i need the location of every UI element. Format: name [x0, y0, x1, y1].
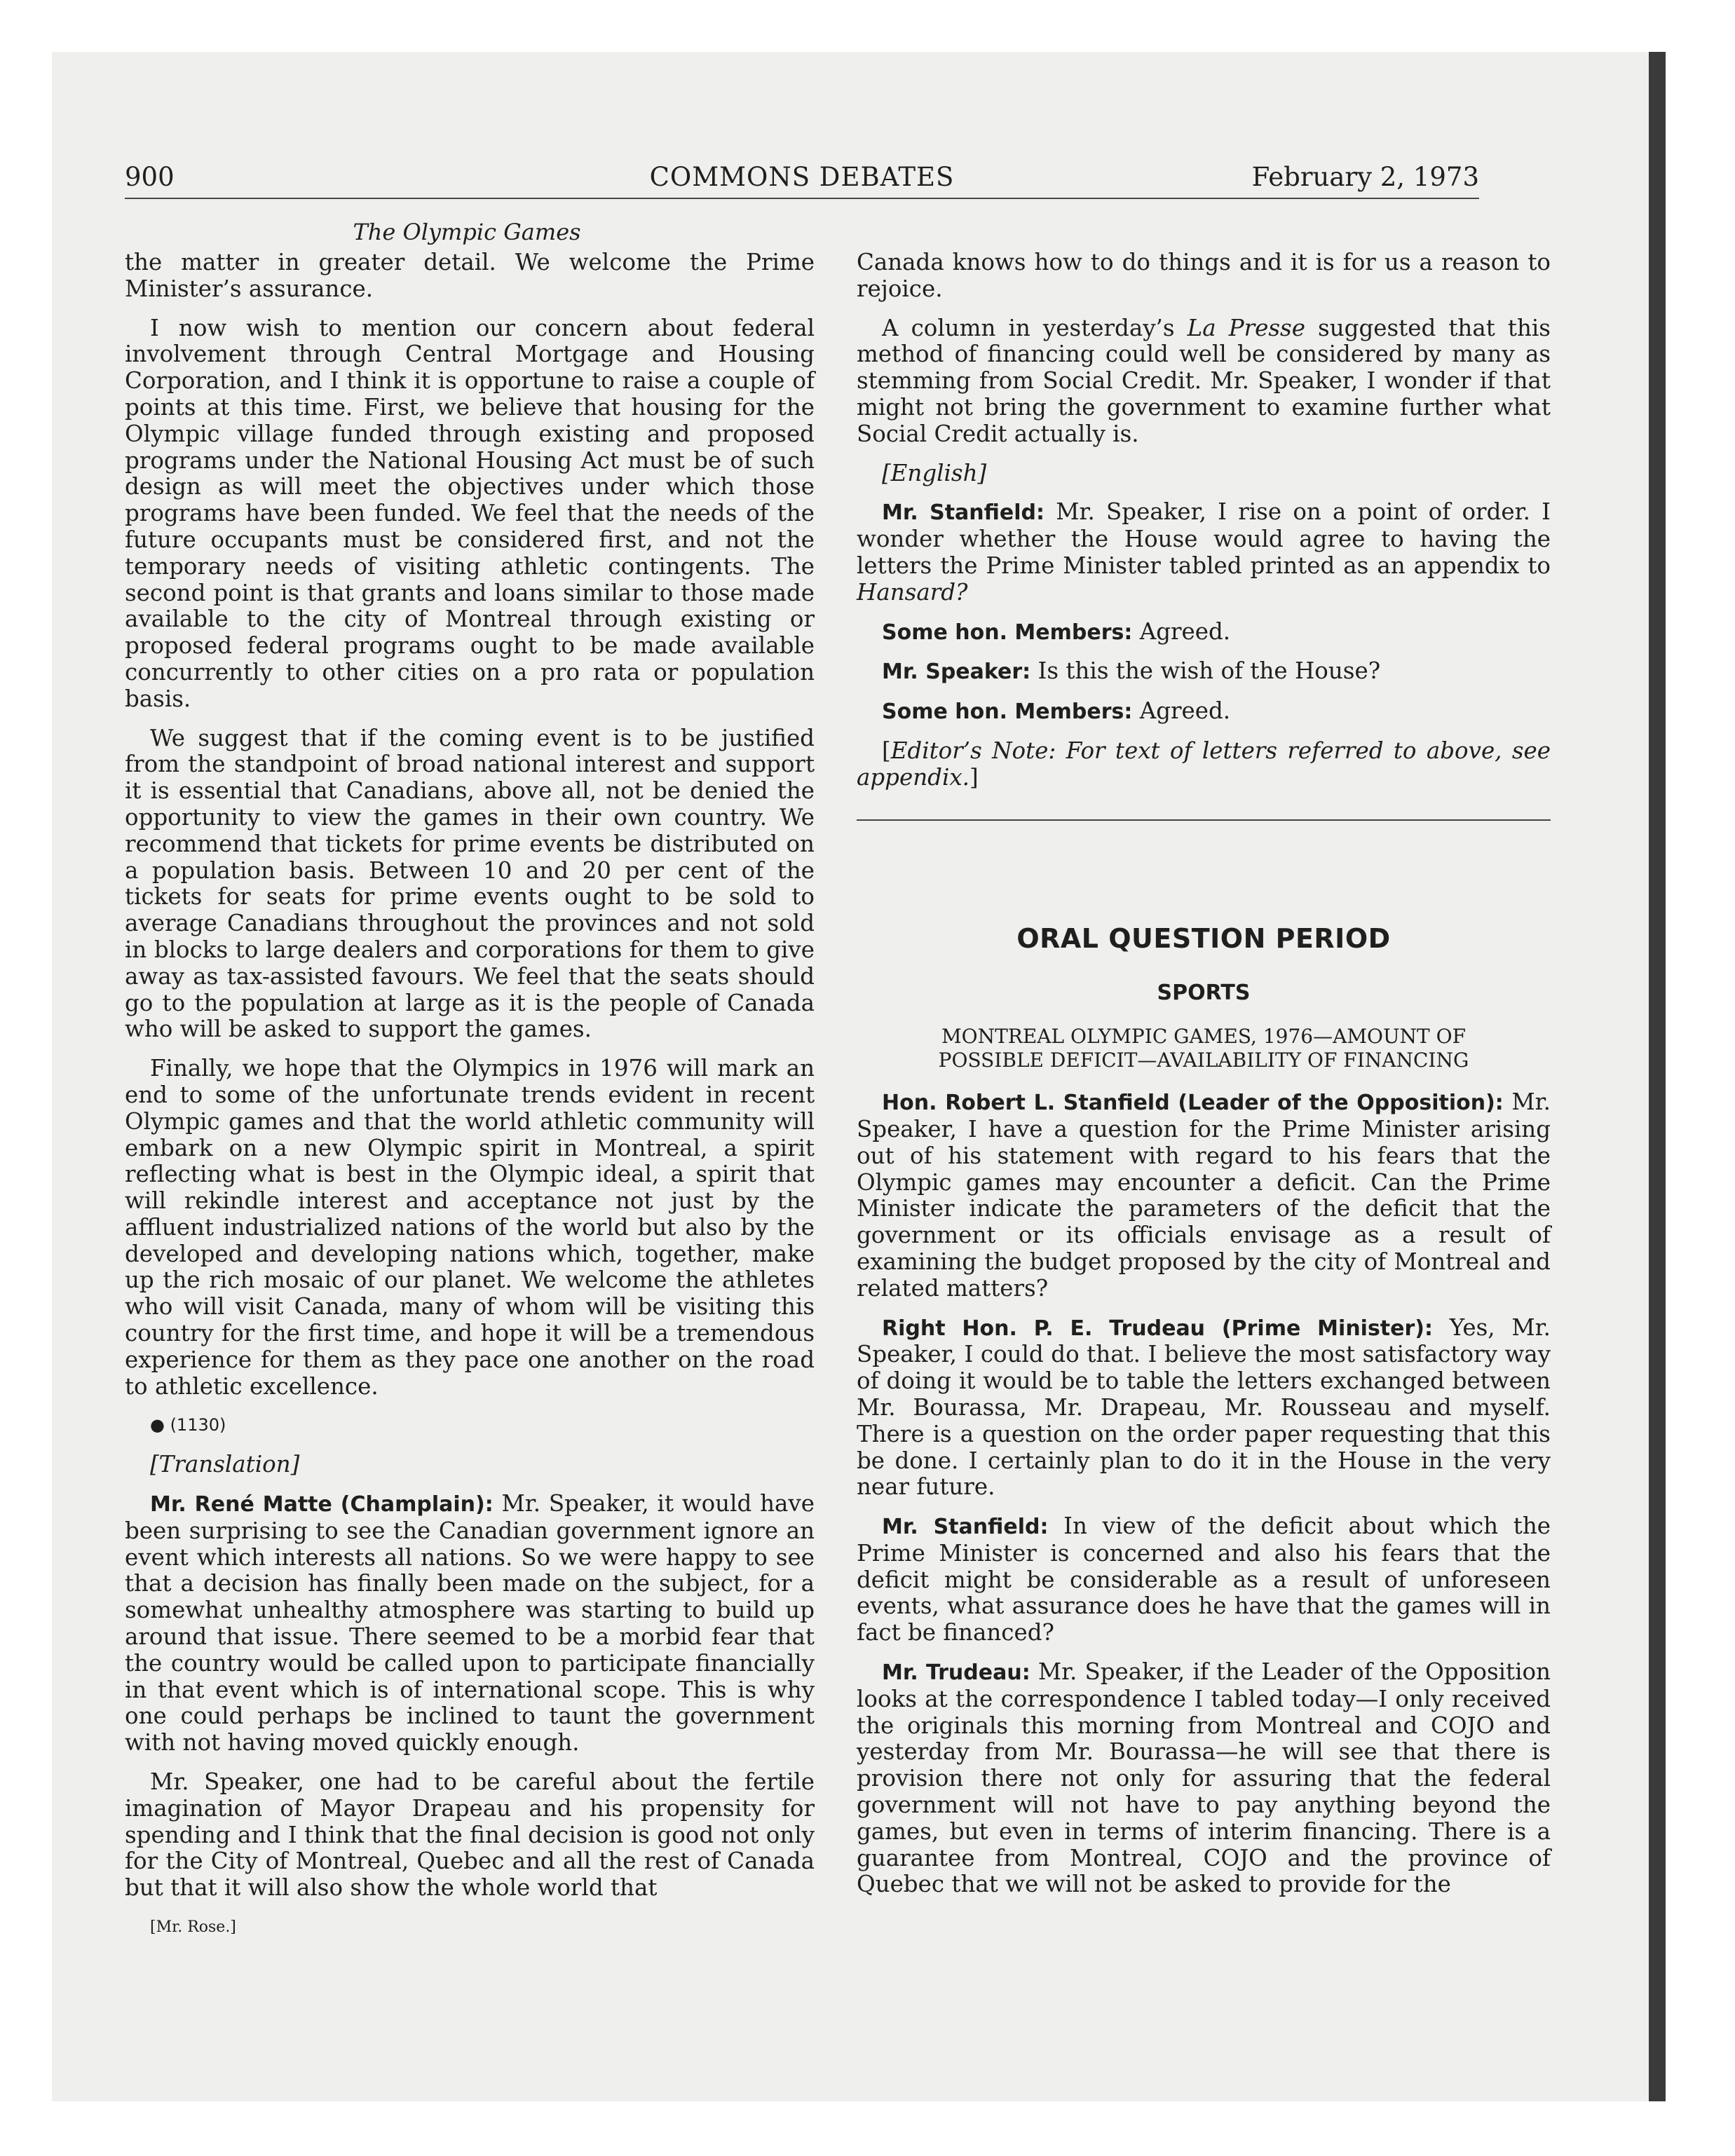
- speech-text: Mr. Speaker, if the Leader of the Opposition looks at the correspondence I tabled today—I only received the originals this morning from Montreal and COJO and yesterday from Mr. Bourassa—he will see that there is provision there not only for assuring that the federal government will not have to pay anything beyond the games, but even in terms of interim financing. There is a guarantee from Montreal, COJO and the province of Quebec that we will not be asked to provide for the: [857, 1658, 1551, 1898]
- speech-text: Agreed.: [1139, 697, 1231, 725]
- paragraph: Canada knows how to do things and it is for us a reason to rejoice.: [857, 249, 1551, 302]
- speech-text: In view of the deficit about which the Prime Minister is concerned and also his fears that the deficit might be considerable as a result of unforeseen events, what assurance does he have that the games will in fact be financed?: [857, 1513, 1551, 1646]
- speaker-name: Mr. Stanfield:: [882, 500, 1045, 526]
- language-tag: [English]: [882, 459, 987, 486]
- topic-heading-line: POSSIBLE DEFICIT—AVAILABILITY OF FINANCING: [938, 1049, 1469, 1072]
- paragraph: [857, 315, 1551, 448]
- topic-heading-line: MONTREAL OLYMPIC GAMES, 1976—AMOUNT OF: [941, 1025, 1466, 1049]
- speech-text: Is this the wish of the House?: [1037, 657, 1381, 685]
- speech-text: Mr. Speaker, I have a question for the Prime Minister arising out of his statement with regard to his fears that the Olympic games may encounter a deficit. Can the Prime Minister indicate the parameters of the deficit that the government or its officials envisage as a result of examining the budget proposed by the city of Montreal and related matters?: [857, 1089, 1551, 1302]
- speaker-name: Mr. Trudeau:: [882, 1660, 1030, 1686]
- paragraph: [857, 1513, 1551, 1646]
- paragraph: Finally, we hope that the Olympics in 1976 will mark an end to some of the unfortunate trends evident in recent Olympic games and that the world athletic community will embark on a new Olympic spirit in Montreal, a spirit reflecting what is best in the Olympic ideal, a spirit that will rekindle interest and acceptance not just by the affluent industrialized nations of the world but also by the developed and developing nations which, together, make up the rich mosaic of our planet. We welcome the athletes who will visit Canada, many of whom will be visiting this country for the first time, and hope it will be a tremendous experience for them as they pace one another on the road to athletic excellence.: [125, 1055, 815, 1400]
- subsection-heading: SPORTS: [1157, 981, 1251, 1006]
- paragraph: [857, 698, 1551, 725]
- publication-title: COMMONS DEBATES: [649, 162, 955, 192]
- paragraph: We suggest that if the coming event is to be justified from the standpoint of broad national interest and support it is essential that Canadians, above all, not be denied the opportunity to view the games in their own country. We recommend that tickets for prime events be distributed on a population basis. Between 10 and 20 per cent of the tickets for seats for prime events ought to be sold to average Canadians throughout the provinces and not sold in blocks to large dealers and corporations for them to give away as tax-assisted favours. We feel that the seats should go to the population at large as it is the people of Canada who will be asked to support the games.: [125, 724, 815, 1043]
- speaker-name: Mr. Speaker:: [882, 660, 1031, 685]
- speech-text: Mr. Speaker, it would have been surprising to see the Canadian government ignore an event which interests all nations. So we were happy to see that a decision has finally been made on the subject, for a somewhat unhealthy atmosphere was starting to build up around that issue. There seemed to be a morbid fear that the country would be called upon to participate financially in that event which is of international scope. This is why one could perhaps be inclined to taunt the government with not having moved quickly enough.: [125, 1490, 815, 1756]
- running-header: [125, 160, 1479, 199]
- newspaper-title: La Presse: [1187, 314, 1305, 341]
- page-number: 900: [125, 162, 175, 192]
- section-label: The Olympic Games: [353, 219, 581, 245]
- speaker-name: Mr. Stanfield:: [882, 1515, 1049, 1540]
- speech-text: Agreed.: [1139, 618, 1231, 645]
- paragraph: [857, 499, 1551, 606]
- page-edge-shadow: [1649, 52, 1666, 2101]
- header-date: February 2, 1973: [1251, 162, 1479, 192]
- left-column: [125, 250, 815, 1953]
- paragraph: the matter in greater detail. We welcome the Prime Minister’s assurance.: [125, 249, 815, 302]
- speaker-attribution: [Mr. Rose.]: [150, 1918, 236, 1937]
- time-marker: ● (1130): [150, 1415, 226, 1435]
- paragraph: I now wish to mention our concern about federal involvement through Central Mortgage and Housing Corporation, and I think it is opportune to raise a couple of points at this time. First, we believe that housing for the Olympic village funded through existing and proposed programs under the National Housing Act must be of such design as will meet the objectives under which those programs have been funded. We feel that the needs of the future occupants must be considered first, and not the temporary needs of visiting athletic contingents. The second point is that grants and loans similar to those made available to the city of Montreal through existing or proposed federal programs ought to be made available concurrently to other cities on a pro rata or population basis.: [125, 314, 815, 712]
- paragraph: [857, 658, 1551, 685]
- hansard-title: Hansard?: [857, 578, 968, 606]
- editor-note: [857, 738, 1551, 791]
- bracket-open: [: [882, 737, 891, 764]
- language-tag: [Translation]: [150, 1451, 300, 1478]
- speaker-name: Mr. René Matte (Champlain):: [150, 1492, 494, 1517]
- speaker-name: Hon. Robert L. Stanfield (Leader of the Opposition):: [882, 1091, 1504, 1116]
- text-span: suggested that this method of financing could well be considered by many as stemming from Social Credit. Mr. Speaker, I wonder if that might not bring the government to examine further what Social Credit actually is.: [857, 314, 1551, 447]
- paragraph: [857, 1659, 1551, 1898]
- section-divider: [857, 819, 1551, 821]
- speaker-name: Some hon. Members:: [882, 700, 1133, 725]
- paragraph: Mr. Speaker, one had to be careful about the fertile imagination of Mayor Drapeau and his propensity for spending and I think that the final decision is good not only for the City of Montreal, Quebec and all the rest of Canada but that it will also show the whole world that: [125, 1768, 815, 1902]
- paragraph: [125, 1491, 815, 1756]
- right-column: [857, 250, 1551, 1911]
- bracket-close: ]: [969, 763, 979, 791]
- speaker-name: Right Hon. P. E. Trudeau (Prime Minister):: [882, 1316, 1433, 1341]
- text-span: A column in yesterday’s: [882, 314, 1175, 341]
- paragraph: [857, 1315, 1551, 1501]
- speech-text: Yes, Mr. Speaker, I could do that. I believe the most satisfactory way of doing it would be to table the letters exchanged between Mr. Bourassa, Mr. Drapeau, Mr. Rousseau and myself. There is a question on the order paper requesting that this be done. I certainly plan to do it in the House in the very near future.: [857, 1314, 1551, 1501]
- topic-heading: [857, 1025, 1551, 1072]
- speech-text: Mr. Speaker, I rise on a point of order. I wonder whether the House would agree to having the letters the Prime Minister tabled printed as an appendix to: [857, 498, 1551, 579]
- section-heading: ORAL QUESTION PERIOD: [1016, 922, 1391, 954]
- speaker-name: Some hon. Members:: [882, 620, 1133, 645]
- paragraph: [857, 1089, 1551, 1302]
- paragraph: [857, 619, 1551, 646]
- editor-note-text: Editor’s Note: For text of letters referred to above, see appendix.: [857, 737, 1551, 791]
